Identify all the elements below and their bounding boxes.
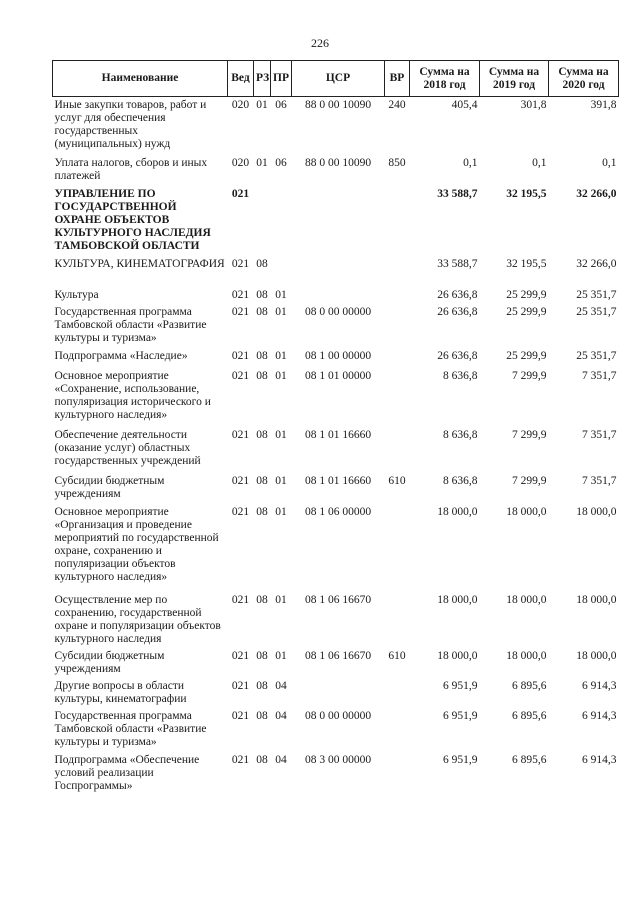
row-ved: 021 [231, 187, 250, 200]
row-csr: 08 0 00 00000 [304, 305, 372, 318]
row-sum-2020: 6 914,3 [582, 753, 617, 766]
row-rz: 01 [256, 99, 268, 111]
row-name: Обеспечение деятельности (оказание услуг) областных государственных учреждений [54, 428, 201, 467]
row-pr [271, 186, 292, 256]
row-vr [385, 427, 410, 473]
row-vr [385, 348, 410, 368]
row-csr: 08 1 01 00000 [304, 369, 372, 382]
row-rz: 08 [256, 474, 268, 487]
row-pr: 01 [275, 349, 287, 362]
row-ved: 021 [231, 753, 250, 766]
row-sum-2019: 6 895,6 [512, 709, 547, 722]
table-row [53, 752, 619, 807]
row-sum-2020: 25 351,7 [576, 288, 617, 301]
table-body [53, 97, 619, 807]
row-name: Уплата налогов, сборов и иных платежей [54, 156, 208, 182]
header-ved: Вед [228, 61, 254, 97]
row-sum-2020: 7 351,7 [582, 428, 617, 441]
table-row [53, 287, 619, 304]
row-rz: 08 [256, 349, 268, 362]
row-pr: 01 [275, 505, 287, 518]
header-pr: ПР [271, 61, 292, 97]
header-vr: ВР [385, 61, 410, 97]
row-rz: 08 [256, 288, 268, 301]
row-ved: 021 [231, 305, 250, 318]
row-csr: 08 1 06 00000 [304, 505, 372, 518]
row-sum-2020: 6 914,3 [582, 709, 617, 722]
row-name: Основное мероприятие «Организация и проведение мероприятий по государственной охране, сохранению и популяризации объектов культурного наследия» [54, 505, 219, 583]
row-pr: 01 [275, 428, 287, 441]
table-row [53, 708, 619, 752]
row-vr: 240 [388, 99, 406, 111]
table-row [53, 97, 619, 155]
row-csr: 08 0 00 00000 [304, 709, 372, 722]
row-ved: 021 [231, 257, 250, 270]
row-sum-2020: 18 000,0 [576, 649, 617, 662]
row-sum-2018: 8 636,8 [443, 369, 478, 382]
row-name: Другие вопросы в области культуры, кинематографии [54, 679, 187, 705]
row-ved: 021 [231, 679, 250, 692]
row-sum-2020: 7 351,7 [582, 474, 617, 487]
row-sum-2018: 405,4 [451, 99, 478, 111]
table-row [53, 504, 619, 592]
row-sum-2019: 0,1 [532, 156, 547, 169]
row-pr: 01 [275, 369, 287, 382]
row-name: Субсидии бюджетным учреждениям [54, 649, 165, 675]
page-number: 226 [311, 36, 329, 50]
row-sum-2018: 6 951,9 [443, 709, 478, 722]
row-ved: 021 [231, 505, 250, 518]
row-sum-2019: 18 000,0 [506, 649, 547, 662]
row-sum-2018: 6 951,9 [443, 753, 478, 766]
row-pr: 04 [275, 753, 287, 766]
row-sum-2019: 25 299,9 [506, 305, 547, 318]
row-csr [292, 186, 385, 256]
row-vr [385, 287, 410, 304]
row-sum-2020: 25 351,7 [576, 349, 617, 362]
row-csr: 88 0 00 10090 [304, 156, 372, 169]
row-name: Осуществление мер по сохранению, государственной охране и популяризации объектов культурного наследия [54, 593, 221, 645]
row-sum-2018: 26 636,8 [437, 305, 478, 318]
row-csr: 08 1 06 16670 [304, 593, 372, 606]
row-csr: 08 1 01 16660 [304, 428, 372, 441]
table-row [53, 256, 619, 287]
row-sum-2019: 32 195,5 [506, 187, 547, 200]
row-vr: 850 [388, 156, 406, 169]
row-vr [385, 504, 410, 592]
row-pr [271, 256, 292, 287]
row-sum-2019: 7 299,9 [512, 474, 547, 487]
row-vr [385, 368, 410, 427]
table-header-row [53, 61, 619, 97]
row-sum-2019: 301,8 [520, 99, 547, 111]
row-sum-2018: 8 636,8 [443, 428, 478, 441]
row-sum-2019: 25 299,9 [506, 349, 547, 362]
row-name: Основное мероприятие «Сохранение, использование, популяризация исторического и культурного наследия» [54, 369, 211, 421]
row-name: Субсидии бюджетным учреждениям [54, 474, 165, 500]
row-vr [385, 256, 410, 287]
row-ved: 021 [231, 369, 250, 382]
row-pr: 01 [275, 288, 287, 301]
row-pr: 01 [275, 593, 287, 606]
table-row [53, 348, 619, 368]
row-sum-2020: 391,8 [590, 99, 617, 111]
row-csr: 08 1 06 16670 [304, 649, 372, 662]
row-rz: 08 [256, 753, 268, 766]
row-sum-2019: 18 000,0 [506, 593, 547, 606]
row-sum-2020: 18 000,0 [576, 593, 617, 606]
row-rz: 08 [256, 369, 268, 382]
row-sum-2018: 18 000,0 [437, 649, 478, 662]
row-ved: 020 [231, 156, 250, 169]
row-csr [292, 678, 385, 708]
row-vr [385, 678, 410, 708]
row-csr: 08 1 01 16660 [304, 474, 372, 487]
row-pr: 06 [275, 156, 287, 169]
row-sum-2019: 7 299,9 [512, 369, 547, 382]
row-sum-2018: 26 636,8 [437, 349, 478, 362]
budget-table [52, 60, 619, 807]
row-sum-2019: 7 299,9 [512, 428, 547, 441]
table-row [53, 678, 619, 708]
row-ved: 021 [231, 349, 250, 362]
table-row [53, 304, 619, 348]
row-sum-2019: 32 195,5 [506, 257, 547, 270]
row-name: Культура [54, 288, 99, 301]
row-pr: 06 [275, 99, 287, 111]
table-row [53, 186, 619, 256]
row-name: КУЛЬТУРА, КИНЕМАТОГРАФИЯ [54, 257, 225, 270]
row-sum-2020: 18 000,0 [576, 505, 617, 518]
row-vr [385, 186, 410, 256]
row-pr: 01 [275, 649, 287, 662]
row-rz: 01 [256, 156, 268, 169]
row-ved: 021 [231, 428, 250, 441]
row-sum-2018: 18 000,0 [437, 593, 478, 606]
header-name: Наименование [53, 61, 228, 97]
table-row [53, 155, 619, 186]
row-pr: 04 [275, 709, 287, 722]
row-sum-2019: 6 895,6 [512, 679, 547, 692]
row-sum-2018: 33 588,7 [437, 257, 478, 270]
row-rz: 08 [256, 505, 268, 518]
row-pr: 04 [275, 679, 287, 692]
row-vr: 610 [388, 474, 406, 487]
row-csr: 08 1 00 00000 [304, 349, 372, 362]
row-sum-2020: 32 266,0 [576, 257, 617, 270]
row-name: Подпрограмма «Наследие» [54, 349, 188, 362]
row-sum-2020: 7 351,7 [582, 369, 617, 382]
row-csr: 08 3 00 00000 [304, 753, 372, 766]
row-pr: 01 [275, 305, 287, 318]
row-sum-2020: 6 914,3 [582, 679, 617, 692]
table-row [53, 648, 619, 678]
row-rz: 08 [256, 428, 268, 441]
row-sum-2020: 0,1 [602, 156, 617, 169]
row-sum-2020: 25 351,7 [576, 305, 617, 318]
row-name: Государственная программа Тамбовской области «Развитие культуры и туризма» [54, 305, 207, 344]
row-sum-2018: 8 636,8 [443, 474, 478, 487]
row-rz: 08 [256, 709, 268, 722]
row-sum-2018: 6 951,9 [443, 679, 478, 692]
header-csr: ЦСР [292, 61, 385, 97]
row-ved: 021 [231, 649, 250, 662]
row-sum-2019: 6 895,6 [512, 753, 547, 766]
row-sum-2020: 32 266,0 [576, 187, 617, 200]
row-sum-2018: 18 000,0 [437, 505, 478, 518]
row-rz: 08 [256, 257, 268, 270]
header-sum-2019: Сумма на 2019 год [480, 61, 549, 97]
row-vr [385, 592, 410, 648]
row-rz: 08 [256, 679, 268, 692]
row-csr [292, 287, 385, 304]
header-rz: РЗ [254, 61, 271, 97]
row-csr: 88 0 00 10090 [304, 99, 372, 111]
row-rz: 08 [256, 649, 268, 662]
row-rz [254, 186, 271, 256]
row-ved: 021 [231, 288, 250, 301]
table-row [53, 368, 619, 427]
row-csr [292, 256, 385, 287]
row-pr: 01 [275, 474, 287, 487]
row-sum-2019: 18 000,0 [506, 505, 547, 518]
row-ved: 021 [231, 709, 250, 722]
row-vr: 610 [388, 649, 406, 662]
row-rz: 08 [256, 593, 268, 606]
row-sum-2018: 33 588,7 [437, 187, 478, 200]
row-ved: 021 [231, 593, 250, 606]
row-sum-2018: 0,1 [463, 156, 478, 169]
row-name: Иные закупки товаров, работ и услуг для обеспечения государственных (муниципальных) нужд [54, 99, 207, 150]
row-name: Государственная программа Тамбовской области «Развитие культуры и туризма» [54, 709, 207, 748]
row-ved: 020 [231, 99, 250, 111]
header-sum-2018: Сумма на 2018 год [410, 61, 480, 97]
table-row [53, 473, 619, 504]
row-sum-2019: 25 299,9 [506, 288, 547, 301]
row-ved: 021 [231, 474, 250, 487]
row-vr [385, 752, 410, 807]
row-sum-2018: 26 636,8 [437, 288, 478, 301]
header-sum-2020: Сумма на 2020 год [549, 61, 619, 97]
table-row [53, 427, 619, 473]
row-rz: 08 [256, 305, 268, 318]
row-vr [385, 708, 410, 752]
row-name: Подпрограмма «Обеспечение условий реализации Госпрограммы» [54, 753, 200, 792]
table-row [53, 592, 619, 648]
row-vr [385, 304, 410, 348]
row-name: УПРАВЛЕНИЕ ПО ГОСУДАРСТВЕННОЙ ОХРАНЕ ОБЪЕКТОВ КУЛЬТУРНОГО НАСЛЕДИЯ ТАМБОВСКОЙ ОБЛАСТИ [54, 187, 211, 252]
